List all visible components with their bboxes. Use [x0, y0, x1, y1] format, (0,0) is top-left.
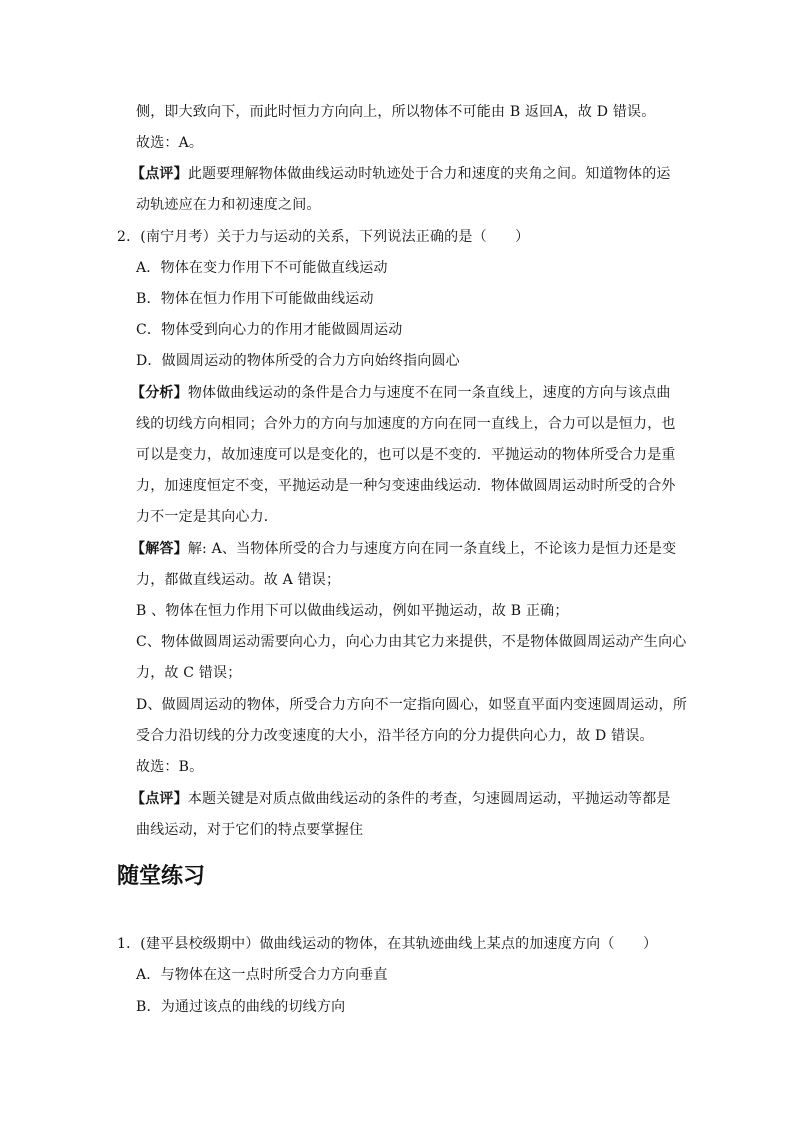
- answer-choice: 故选：A。: [136, 135, 204, 151]
- question-stem: 1．(建平县校级期中）做曲线运动的物体，在其轨迹曲线上某点的加速度方向（ ）: [117, 936, 658, 952]
- comment-line: 动轨迹应在力和初速度之间。: [136, 197, 321, 213]
- solution-text-line: 侧，即大致向下，而此时恒力方向向上，所以物体不可能由 B 返回A，故 D 错误。: [136, 104, 656, 120]
- comment-text: 此题要理解物体做曲线运动时轨迹处于合力和速度的夹角之间。知道物体的运: [187, 166, 671, 182]
- comment-text: 本题关键是对质点做曲线运动的条件的考查，匀速圆周运动，平抛运动等都是: [187, 791, 671, 807]
- answer-line: D、做圆周运动的物体，所受合力方向不一定指向圆心，如竖直平面内变速圆周运动，所: [136, 697, 688, 713]
- analysis-label: 【分析】: [131, 385, 188, 401]
- answer-label: 【解答】: [131, 541, 188, 557]
- option-a: A．与物体在这一点时所受合力方向垂直: [136, 967, 388, 983]
- analysis-line: 线的切线方向相同；合外力的方向与加速度的方向在同一直线上，合力可以是恒力，也: [136, 416, 676, 432]
- analysis-line: 力不一定是其向心力．: [136, 509, 278, 525]
- answer-choice: 故选：B。: [136, 759, 204, 775]
- answer-line: 受合力沿切线的分力改变速度的大小，沿半径方向的分力提供向心力，故 D 错误。: [136, 728, 654, 744]
- answer-line: 力，都做直线运动。故 A 错误；: [136, 572, 341, 588]
- analysis-text: 物体做曲线运动的条件是合力与速度不在同一条直线上，速度的方向与该点曲: [187, 385, 671, 401]
- comment-line: [131, 789, 671, 809]
- question-stem: 2．(南宁月考）关于力与运动的关系，下列说法正确的是（ ）: [117, 229, 530, 245]
- option-b: B．物体在恒力作用下可能做曲线运动: [136, 291, 374, 307]
- comment-label: 【点评】: [131, 166, 188, 182]
- answer-line: [131, 539, 676, 559]
- comment-line: 曲线运动，对于它们的特点要掌握住: [136, 822, 364, 838]
- comment-line: [131, 164, 671, 184]
- option-b: B．为通过该点的曲线的切线方向: [136, 999, 346, 1015]
- answer-line: 力，故 C 错误；: [136, 665, 242, 681]
- answer-line: B 、物体在恒力作用下可以做曲线运动，例如平抛运动，故 B 正确；: [136, 603, 569, 619]
- comment-label: 【点评】: [131, 791, 188, 807]
- option-d: D．做圆周运动的物体所受的合力方向始终指向圆心: [136, 353, 460, 369]
- answer-text: 解: A、当物体所受的合力与速度方向在同一条直线上，不论该力是恒力还是变: [187, 541, 677, 557]
- answer-line: C、物体做圆周运动需要向心力，向心力由其它力来提供，不是物体做圆周运动产生向心: [136, 634, 687, 650]
- analysis-line: 可以是变力，故加速度可以是变化的，也可以是不变的．平抛运动的物体所受合力是重: [136, 447, 676, 463]
- section-heading: 随堂练习: [117, 864, 206, 889]
- analysis-line: 力，加速度恒定不变，平抛运动是一种匀变速曲线运动．物体做圆周运动时所受的合外: [136, 478, 676, 494]
- option-a: A．物体在变力作用下不可能做直线运动: [136, 260, 388, 276]
- analysis-line: [131, 383, 671, 403]
- option-c: C．物体受到向心力的作用才能做圆周运动: [136, 322, 403, 338]
